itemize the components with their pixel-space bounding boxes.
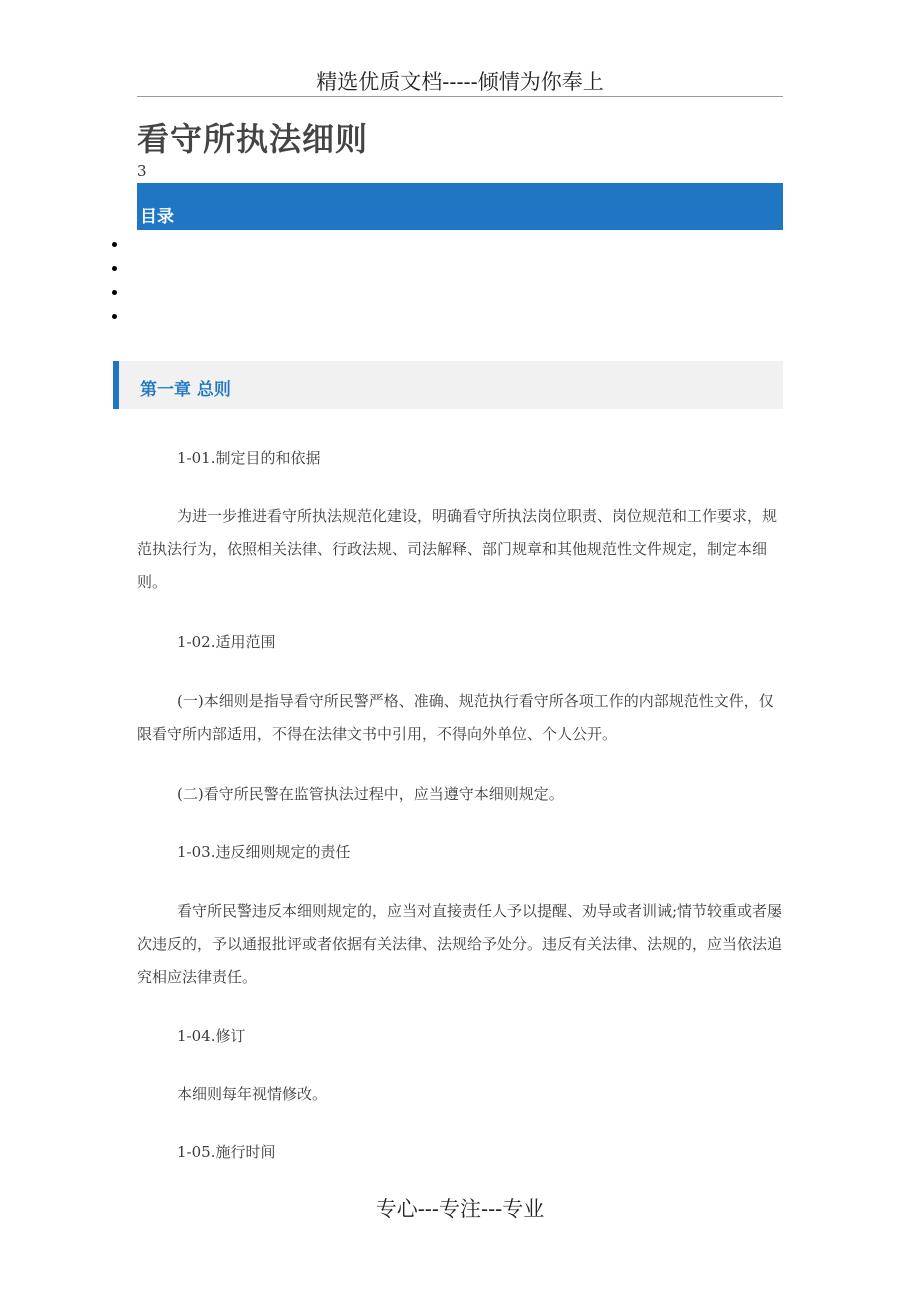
section-heading: 1-01.制定目的和依据 [177,449,321,467]
header-divider [137,96,783,97]
paragraph: 本细则每年视情修改。 [177,1085,328,1103]
toc-banner [137,183,783,230]
page-footer: 专心---专注---专业 [375,1197,545,1221]
paragraph: 为进一步推进看守所执法规范化建设，明确看守所执法岗位职责、岗位规范和工作要求，规范执法行为，依照相关法律、行政法规、司法解释、部门规章和其他规范性文件规定，制定本细则。 [137,507,778,591]
document-title: 看守所执法细则 [137,120,369,158]
paragraph: (一)本细则是指导看守所民警严格、准确、规范执行看守所各项工作的内部规范性文件，仅限看守所内部适用，不得在法律文书中引用，不得向外单位、个人公开。 [137,692,774,743]
paragraph: 看守所民警违反本细则规定的，应当对直接责任人予以提醒、劝导或者训诫;情节较重或者屡次违反的，予以通报批评或者依据有关法律、法规给予处分。违反有关法律、法规的，应当依法追究相应法律责任。 [137,902,783,986]
section-heading: 1-05.施行时间 [177,1143,276,1161]
chapter-heading-bar [113,361,783,409]
chapter-title: 第一章 总则 [140,380,231,400]
section-heading: 1-03.违反细则规定的责任 [177,843,351,861]
paragraph: (二)看守所民警在监管执法过程中，应当遵守本细则规定。 [177,785,564,803]
page-header: 精选优质文档-----倾情为你奉上 [316,70,604,94]
section-heading: 1-04.修订 [177,1027,246,1045]
document-number: 3 [137,162,147,180]
toc-title: 目录 [140,207,174,227]
section-heading: 1-02.适用范围 [177,633,276,651]
